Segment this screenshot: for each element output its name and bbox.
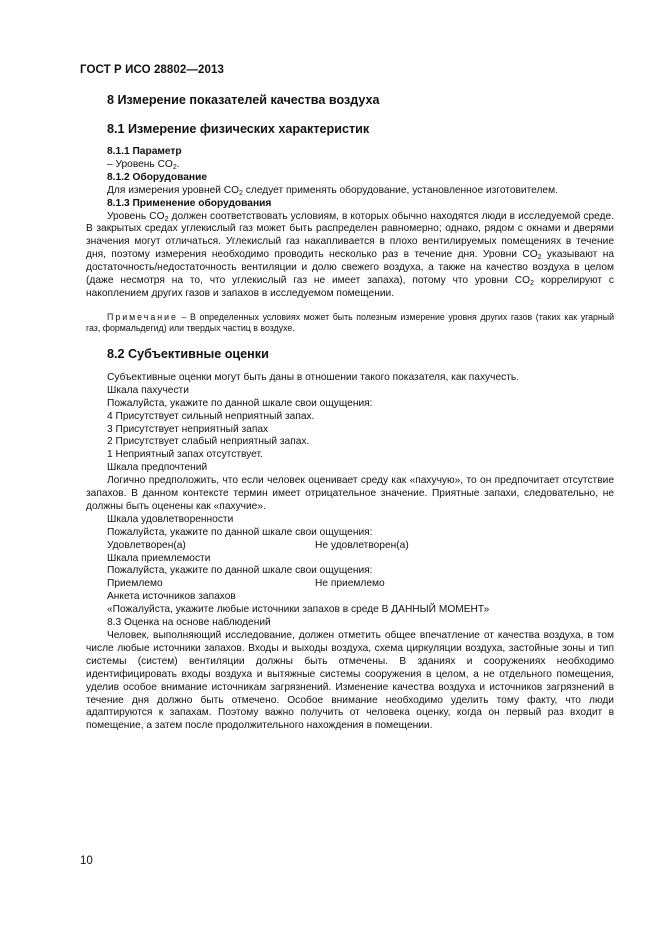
note-label: Примечание (107, 311, 178, 322)
acceptable-label: Приемлемо (107, 578, 163, 590)
subsection-8-1-2-heading: 8.1.2 Оборудование (107, 171, 207, 183)
subjective-intro: Субъективные оценки могут быть даны в отношении такого показателя, как пахучесть. (107, 371, 520, 383)
section-8-heading: 8 Измерение показателей качества воздуха (107, 93, 380, 107)
odor-scale-item: 3 Присутствует неприятный запах (107, 423, 269, 435)
parameter-item: – Уровень $CO_2$. (107, 158, 180, 171)
not-acceptable-label: Не приемлемо (315, 578, 385, 590)
equipment-text: Для измерения уровней $CO_2$ следует применять оборудование, установленное изготовителем. (107, 184, 558, 197)
odor-sources-title: Анкета источников запахов (107, 591, 236, 603)
subsection-8-1-1-heading: 8.1.1 Параметр (107, 146, 182, 157)
odor-sources-question: «Пожалуйста, укажите любые источники запахов в среде В ДАННЫЙ МОМЕНТ» (107, 604, 490, 616)
odor-scale-instruction: Пожалуйста, укажите по данной шкале свои ощущения: (107, 397, 373, 409)
section-8-2-heading: 8.2 Субъективные оценки (107, 346, 269, 361)
preference-paragraph: Логично предположить, что если человек оценивает среду как «пахучую», то он предпочитает отсутствие запахов. В данном контексте термин имеет отрицательное значение. Приятные запахи, следовательно, не должны быть оценены как «пахучие». (86, 475, 614, 512)
page-content (86, 92, 614, 733)
odor-scale-item: 4 Присутствует сильный неприятный запах. (107, 410, 315, 422)
acceptability-scale-title: Шкала приемлемости (107, 552, 211, 564)
observation-paragraph: Человек, выполняющий исследование, должен отметить общее впечатление от качества воздуха, в том числе любые источники запахов. Входы и выходы воздуха, схема циркуляции воздуха, застойные зоны и тип системы (систем) вентиляции должны быть отмечены. В зданиях и сооружениях необходимо идентифицировать входы воздуха и вытяжные системы сооружения в целом, а не отдельного помещения, уделив особое внимание источникам загрязнений. Изменение качества воздуха и источников загрязнений в течение дня должно быть отмечено. Особое внимание необходимо уделить тому факту, что люди адаптируются к запахам. Поэтому важно получить от человека оценку, когда он первый раз входит в помещение, а затем после продолжительного нахождения в помещении. (86, 630, 614, 732)
standard-header: ГОСТ Р ИСО 28802—2013 (80, 64, 225, 76)
satisfied-label: Удовлетворен(а) (107, 539, 186, 551)
odor-scale-title: Шкала пахучести (107, 384, 189, 396)
odor-scale-item: 2 Присутствует слабый неприятный запах. (107, 436, 310, 448)
satisfaction-scale-instruction: Пожалуйста, укажите по данной шкале свои ощущения: (107, 526, 373, 538)
section-8-3-heading: 8.3 Оценка на основе наблюдений (107, 617, 271, 629)
preference-scale-title: Шкала предпочтений (107, 462, 208, 474)
odor-scale-item: 1 Неприятный запах отсутствует. (107, 449, 263, 461)
acceptability-scale-row (107, 578, 614, 591)
acceptability-scale-instruction: Пожалуйста, укажите по данной шкале свои ощущения: (107, 565, 373, 577)
satisfaction-scale-title: Шкала удовлетворенности (107, 513, 234, 525)
subsection-8-1-3-heading: 8.1.3 Применение оборудования (107, 197, 272, 209)
section-8-1-heading: 8.1 Измерение физических характеристик (107, 122, 370, 136)
note-paragraph: Примечание – В определенных условиях может быть полезным измерение уровня других газов (таких как угарный газ, формальдегид) или твердых частиц в воздухе. (86, 311, 614, 334)
page-number: 10 (80, 855, 93, 867)
not-satisfied-label: Не удовлетворен(а) (315, 539, 409, 551)
equipment-use-paragraph: Уровень $CO_2$ должен соответствовать условиям, в которых обычно находятся люди в исследуемой среде. В закрытых средах углекислый газ может быть распределен равномерно; однако, рядом с окнами и дверями значения могут отличаться. Углекислый газ накапливается в плохо вентилируемых помещениях в течение дня, поэтому измерения необходимо проводить несколько раз в течение дня. Уровни $CO_2$ указывают на достаточность/недостаточность вентиляции и долю свежего воздуха, а также на качество воздуха в целом (даже несмотря на то, что углекислый газ не имеет запаха), потому что уровни $CO_2$ коррелируют с накоплением других газов и запахов в исследуемом помещении. (86, 210, 614, 299)
satisfaction-scale-row (107, 540, 614, 553)
